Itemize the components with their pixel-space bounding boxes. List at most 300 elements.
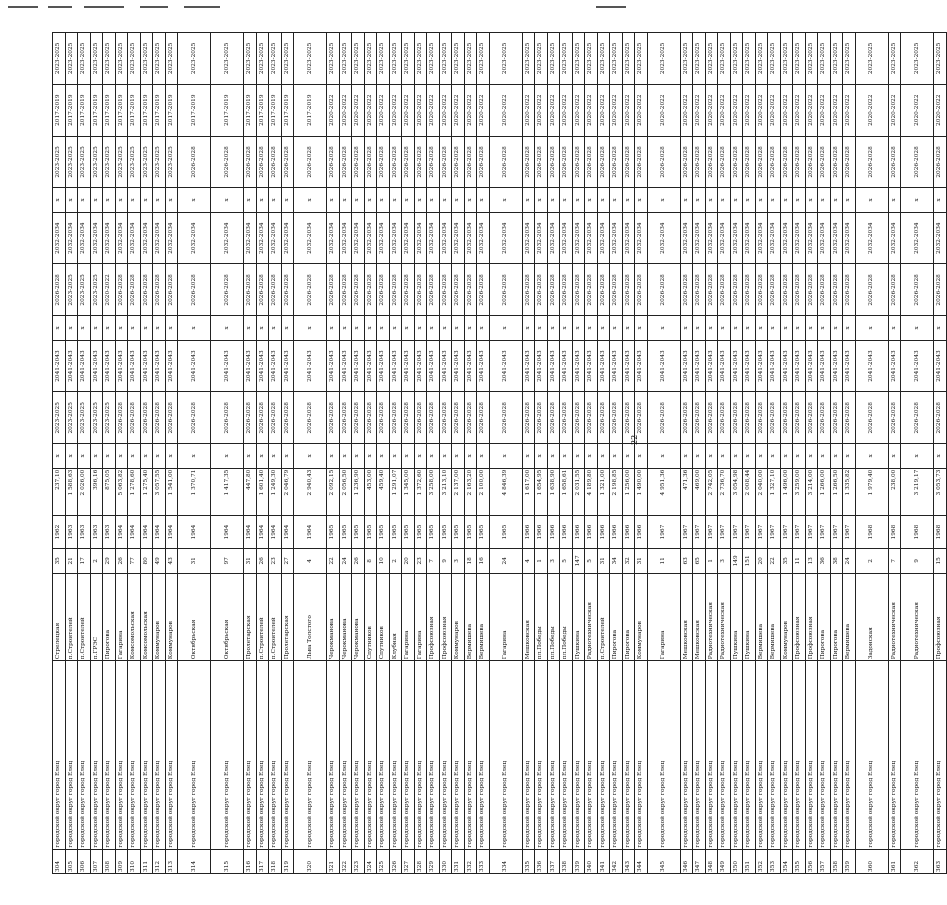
cell-a: 10 — [377, 549, 390, 573]
housing-table — [52, 32, 947, 874]
cell-p6: 2020-2022 — [888, 84, 901, 136]
cell-c: х — [115, 316, 128, 340]
cell-area: 2 137,00 — [452, 468, 465, 515]
cell-year: 1967 — [718, 516, 731, 549]
cell-p4: 2032-2034 — [140, 212, 153, 264]
cell-loc: Пролетарская — [244, 573, 257, 661]
cell-p1: 2026-2028 — [427, 392, 440, 444]
cell-name: городской округ город Елец — [165, 661, 178, 849]
table-row — [281, 33, 294, 874]
cell-p4: 2032-2034 — [256, 212, 269, 264]
cell-c: х — [622, 188, 635, 212]
cell-loc: Вермишева — [843, 573, 856, 661]
cell-area: 2 092,15 — [327, 468, 340, 515]
cell-p7: 2023-2025 — [211, 33, 244, 85]
cell-area: 447,80 — [244, 468, 257, 515]
cell-no: 323 — [352, 849, 365, 873]
cell-c: х — [389, 188, 402, 212]
cell-area: 396,16 — [90, 468, 103, 515]
table-row — [427, 33, 440, 874]
cell-loc: Черокманова — [352, 573, 365, 661]
cell-name: городской округ город Елец — [178, 661, 211, 849]
cell-no: 344 — [635, 849, 648, 873]
cell-p6: 2017-2019 — [178, 84, 211, 136]
cell-name: городской округ город Елец — [256, 661, 269, 849]
table-row — [743, 33, 756, 874]
cell-p4: 2032-2034 — [755, 212, 768, 264]
cell-p2: 2041-2043 — [244, 340, 257, 392]
cell-p3: 2026-2028 — [427, 264, 440, 316]
cell-p1: 2026-2028 — [414, 392, 427, 444]
cell-p6: 2020-2022 — [389, 84, 402, 136]
cell-c: х — [755, 188, 768, 212]
cell-area: 2 198,85 — [610, 468, 623, 515]
cell-p3: 2026-2028 — [705, 264, 718, 316]
cell-loc: Профсоюзная — [793, 573, 806, 661]
table-row — [888, 33, 901, 874]
cell-c: х — [53, 188, 66, 212]
table-row — [855, 33, 888, 874]
cell-c: х — [128, 188, 141, 212]
cell-p7: 2023-2025 — [153, 33, 166, 85]
cell-p5: 2026-2028 — [780, 136, 793, 188]
cell-no: 338 — [560, 849, 573, 873]
cell-p5: 2026-2028 — [402, 136, 415, 188]
cell-loc: Пирогова — [622, 573, 635, 661]
table-row — [452, 33, 465, 874]
cell-p6: 2020-2022 — [635, 84, 648, 136]
table-row — [256, 33, 269, 874]
cell-c: х — [477, 188, 490, 212]
cell-area: 1 496,00 — [780, 468, 793, 515]
cell-p5: 2026-2028 — [705, 136, 718, 188]
cell-year: 1967 — [705, 516, 718, 549]
cell-loc: Мешковская — [693, 573, 706, 661]
cell-c: х — [780, 444, 793, 468]
cell-name: городской округ город Елец — [402, 661, 415, 849]
cell-loc: Задонская — [855, 573, 888, 661]
cell-c: х — [843, 188, 856, 212]
cell-p7: 2023-2025 — [768, 33, 781, 85]
cell-area: 1 372,60 — [414, 468, 427, 515]
page-number: 22 — [630, 434, 639, 445]
cell-p3: 2026-2028 — [256, 264, 269, 316]
cell-loc: Октябрьская — [211, 573, 244, 661]
table-row — [934, 33, 947, 874]
cell-p2: 2041-2043 — [535, 340, 548, 392]
cell-c: х — [768, 316, 781, 340]
cell-name: городской округ город Елец — [743, 661, 756, 849]
cell-area: 1 658,61 — [560, 468, 573, 515]
cell-no: 347 — [693, 849, 706, 873]
cell-p7: 2023-2025 — [535, 33, 548, 85]
cell-area: 3 054,98 — [730, 468, 743, 515]
cell-a: 3 — [718, 549, 731, 573]
cell-p5: 2026-2028 — [635, 136, 648, 188]
cell-p6: 2020-2022 — [610, 84, 623, 136]
cell-p4: 2032-2034 — [439, 212, 452, 264]
cell-p5: 2026-2028 — [693, 136, 706, 188]
cell-year: 1967 — [693, 516, 706, 549]
cell-p7: 2023-2025 — [339, 33, 352, 85]
cell-p1: 2026-2028 — [389, 392, 402, 444]
cell-area: 1 327,10 — [768, 468, 781, 515]
cell-c: х — [327, 316, 340, 340]
cell-p6: 2017-2019 — [140, 84, 153, 136]
cell-p3: 2026-2028 — [693, 264, 706, 316]
cell-p1: 2026-2028 — [597, 392, 610, 444]
cell-p3: 2026-2028 — [560, 264, 573, 316]
cell-p1: 2026-2028 — [352, 392, 365, 444]
cell-c: х — [377, 316, 390, 340]
cell-p6: 2020-2022 — [855, 84, 888, 136]
cell-p6: 2020-2022 — [585, 84, 598, 136]
cell-no: 322 — [339, 849, 352, 873]
cell-c: х — [364, 316, 377, 340]
cell-p2: 2041-2043 — [780, 340, 793, 392]
cell-year: 1965 — [414, 516, 427, 549]
cell-p4: 2032-2034 — [705, 212, 718, 264]
cell-p6: 2020-2022 — [680, 84, 693, 136]
cell-loc: Октябрьская — [178, 573, 211, 661]
cell-p3: 2026-2028 — [128, 264, 141, 316]
cell-name: городской округ город Елец — [597, 661, 610, 849]
cell-p3: 2026-2028 — [755, 264, 768, 316]
cell-p1: 2026-2028 — [755, 392, 768, 444]
table-row — [339, 33, 352, 874]
cell-name: городской округ город Елец — [489, 661, 522, 849]
cell-p5: 2026-2028 — [718, 136, 731, 188]
cell-p6: 2020-2022 — [377, 84, 390, 136]
table-row — [522, 33, 535, 874]
cell-p7: 2023-2025 — [452, 33, 465, 85]
cell-p7: 2023-2025 — [622, 33, 635, 85]
cell-c: х — [888, 188, 901, 212]
table-row — [793, 33, 806, 874]
cell-p6: 2020-2022 — [693, 84, 706, 136]
cell-c: х — [855, 444, 888, 468]
cell-p4: 2032-2034 — [680, 212, 693, 264]
cell-area: 5 063,82 — [115, 468, 128, 515]
cell-p4: 2032-2034 — [178, 212, 211, 264]
cell-p1: 2026-2028 — [377, 392, 390, 444]
cell-area: 4 189,80 — [585, 468, 598, 515]
cell-no: 341 — [597, 849, 610, 873]
cell-no: 357 — [818, 849, 831, 873]
cell-c: х — [427, 444, 440, 468]
cell-area: 3 214,00 — [805, 468, 818, 515]
cell-p3: 2026-2028 — [140, 264, 153, 316]
cell-p6: 2020-2022 — [452, 84, 465, 136]
cell-name: городской округ город Елец — [153, 661, 166, 849]
cell-area: 1 275,40 — [140, 468, 153, 515]
cell-c: х — [165, 188, 178, 212]
cell-no: 320 — [294, 849, 327, 873]
cell-area: 4 951,36 — [647, 468, 680, 515]
cell-area: 1 345,00 — [402, 468, 415, 515]
cell-no: 308 — [103, 849, 116, 873]
cell-c: х — [294, 188, 327, 212]
cell-no: 307 — [90, 849, 103, 873]
cell-p2: 2041-2043 — [78, 340, 91, 392]
cell-p2: 2041-2043 — [281, 340, 294, 392]
table-row — [53, 33, 66, 874]
cell-name: городской округ город Елец — [585, 661, 598, 849]
cell-c: х — [635, 316, 648, 340]
cell-p7: 2023-2025 — [818, 33, 831, 85]
cell-p1: 2026-2028 — [140, 392, 153, 444]
cell-c: х — [743, 316, 756, 340]
cell-c: х — [364, 188, 377, 212]
cell-c: х — [65, 316, 78, 340]
cell-area: 1 266,00 — [818, 468, 831, 515]
cell-c: х — [680, 188, 693, 212]
cell-p3: 2026-2028 — [153, 264, 166, 316]
cell-c: х — [414, 188, 427, 212]
cell-p3: 2026-2028 — [211, 264, 244, 316]
cell-no: 309 — [115, 849, 128, 873]
cell-year: 1965 — [439, 516, 452, 549]
cell-a: 32 — [622, 549, 635, 573]
cell-p5: 2026-2028 — [256, 136, 269, 188]
cell-p2: 2041-2043 — [377, 340, 390, 392]
cell-no: 311 — [140, 849, 153, 873]
cell-c: х — [780, 188, 793, 212]
cell-area: 3 259,00 — [793, 468, 806, 515]
cell-loc: Профсоюзная — [805, 573, 818, 661]
cell-no: 312 — [153, 849, 166, 873]
cell-area: 1 266,50 — [830, 468, 843, 515]
cell-p6: 2017-2019 — [294, 84, 327, 136]
cell-year: 1968 — [901, 516, 934, 549]
table-row — [439, 33, 452, 874]
cell-p2: 2041-2043 — [934, 340, 947, 392]
cell-name: городской округ город Елец — [818, 661, 831, 849]
cell-name: городской округ город Елец — [793, 661, 806, 849]
cell-name: городской округ город Елец — [560, 661, 573, 849]
cell-p2: 2041-2043 — [597, 340, 610, 392]
cell-c: х — [377, 188, 390, 212]
cell-year: 1964 — [153, 516, 166, 549]
cell-c: х — [477, 444, 490, 468]
cell-p6: 2020-2022 — [755, 84, 768, 136]
cell-p1: 2026-2028 — [364, 392, 377, 444]
cell-p5: 2026-2028 — [680, 136, 693, 188]
table-row — [140, 33, 153, 874]
cell-p5: 2026-2028 — [855, 136, 888, 188]
cell-p3: 2026-2028 — [768, 264, 781, 316]
cell-c: х — [901, 444, 934, 468]
cell-p2: 2041-2043 — [439, 340, 452, 392]
cell-c: х — [705, 188, 718, 212]
cell-a: 11 — [647, 549, 680, 573]
cell-name: городской округ город Елец — [414, 661, 427, 849]
cell-p2: 2041-2043 — [647, 340, 680, 392]
cell-c: х — [547, 444, 560, 468]
cell-p3: 2026-2028 — [389, 264, 402, 316]
cell-p4: 2032-2034 — [830, 212, 843, 264]
cell-year: 1965 — [389, 516, 402, 549]
cell-year: 1967 — [805, 516, 818, 549]
cell-area: 3 219,17 — [901, 468, 934, 515]
cell-year: 1966 — [597, 516, 610, 549]
cell-p5: 2026-2028 — [464, 136, 477, 188]
cell-year: 1967 — [830, 516, 843, 549]
cell-p5: 2026-2028 — [647, 136, 680, 188]
cell-p5: 2026-2028 — [730, 136, 743, 188]
cell-p5: 2026-2028 — [414, 136, 427, 188]
cell-p4: 2032-2034 — [352, 212, 365, 264]
cell-loc: Пирогова — [610, 573, 623, 661]
cell-no: 337 — [547, 849, 560, 873]
cell-no: 315 — [211, 849, 244, 873]
cell-a: 63 — [680, 549, 693, 573]
cell-p2: 2041-2043 — [115, 340, 128, 392]
cell-year: 1967 — [730, 516, 743, 549]
table-row — [377, 33, 390, 874]
cell-p6: 2017-2019 — [128, 84, 141, 136]
cell-p5: 2026-2028 — [489, 136, 522, 188]
cell-p2: 2041-2043 — [830, 340, 843, 392]
cell-a: 147 — [572, 549, 585, 573]
cell-p4: 2032-2034 — [294, 212, 327, 264]
cell-c: х — [755, 444, 768, 468]
cell-loc: Гагарина — [115, 573, 128, 661]
cell-area: 3 213,10 — [439, 468, 452, 515]
cell-p2: 2041-2043 — [352, 340, 365, 392]
cell-a: 4 — [294, 549, 327, 573]
table-row — [364, 33, 377, 874]
cell-a: 9 — [901, 549, 934, 573]
cell-a: 4 — [522, 549, 535, 573]
cell-p3: 2026-2028 — [572, 264, 585, 316]
cell-a: 149 — [730, 549, 743, 573]
cell-p5: 2026-2028 — [805, 136, 818, 188]
cell-p5: 2026-2028 — [901, 136, 934, 188]
cell-p2: 2041-2043 — [402, 340, 415, 392]
cell-p3: 2026-2028 — [805, 264, 818, 316]
table-row — [464, 33, 477, 874]
cell-p4: 2032-2034 — [339, 212, 352, 264]
cell-p5: 2026-2028 — [572, 136, 585, 188]
housing-table-rotated — [52, 32, 943, 874]
cell-no: 345 — [647, 849, 680, 873]
cell-p2: 2041-2043 — [153, 340, 166, 392]
cell-c: х — [165, 444, 178, 468]
cell-a: 16 — [477, 549, 490, 573]
cell-p7: 2023-2025 — [489, 33, 522, 85]
cell-p5: 2026-2028 — [830, 136, 843, 188]
cell-area: 1 335,82 — [843, 468, 856, 515]
table-row — [755, 33, 768, 874]
cell-p1: 2026-2028 — [622, 392, 635, 444]
cell-p2: 2041-2043 — [680, 340, 693, 392]
cell-name: городской округ город Елец — [140, 661, 153, 849]
cell-loc: п.ГРЭС — [90, 573, 103, 661]
cell-p1: 2026-2028 — [178, 392, 211, 444]
cell-c: х — [489, 316, 522, 340]
cell-p1: 2026-2028 — [402, 392, 415, 444]
cell-p2: 2041-2043 — [793, 340, 806, 392]
cell-year: 1965 — [364, 516, 377, 549]
cell-p1: 2026-2028 — [269, 392, 282, 444]
cell-year: 1963 — [65, 516, 78, 549]
cell-p4: 2032-2034 — [597, 212, 610, 264]
cell-p7: 2023-2025 — [389, 33, 402, 85]
cell-p1: 2026-2028 — [901, 392, 934, 444]
cell-p3: 2023-2025 — [65, 264, 78, 316]
cell-p2: 2041-2043 — [90, 340, 103, 392]
cell-a: 31 — [635, 549, 648, 573]
cell-no: 319 — [281, 849, 294, 873]
cell-year: 1967 — [793, 516, 806, 549]
cell-area: 2 163,20 — [464, 468, 477, 515]
cell-p7: 2023-2025 — [560, 33, 573, 85]
cell-name: городской округ город Елец — [477, 661, 490, 849]
cell-c: х — [140, 316, 153, 340]
cell-name: городской округ город Елец — [352, 661, 365, 849]
cell-p5: 2026-2028 — [888, 136, 901, 188]
cell-p2: 2041-2043 — [256, 340, 269, 392]
cell-p4: 2032-2034 — [115, 212, 128, 264]
cell-a: 65 — [693, 549, 706, 573]
cell-loc: Пирогова — [830, 573, 843, 661]
cell-p7: 2023-2025 — [547, 33, 560, 85]
cell-name: городской округ город Елец — [647, 661, 680, 849]
cell-year: 1964 — [165, 516, 178, 549]
cell-year: 1966 — [585, 516, 598, 549]
cell-c: х — [103, 188, 116, 212]
cell-p5: 2026-2028 — [377, 136, 390, 188]
cell-p7: 2023-2025 — [464, 33, 477, 85]
cell-p7: 2023-2025 — [90, 33, 103, 85]
cell-p5: 2026-2028 — [439, 136, 452, 188]
cell-no: 360 — [855, 849, 888, 873]
cell-no: 340 — [585, 849, 598, 873]
cell-area: 1 278,60 — [128, 468, 141, 515]
cell-p6: 2017-2019 — [78, 84, 91, 136]
cell-c: х — [610, 188, 623, 212]
cell-p6: 2020-2022 — [705, 84, 718, 136]
cell-p4: 2032-2034 — [452, 212, 465, 264]
cell-p1: 2026-2028 — [693, 392, 706, 444]
cell-c: х — [211, 188, 244, 212]
cell-p7: 2023-2025 — [522, 33, 535, 85]
cell-name: городской округ город Елец — [780, 661, 793, 849]
cell-area: 2 100,00 — [477, 468, 490, 515]
cell-a: 34 — [610, 549, 623, 573]
cell-p5: 2026-2028 — [294, 136, 327, 188]
cell-year: 1965 — [377, 516, 390, 549]
cell-p6: 2020-2022 — [780, 84, 793, 136]
cell-p3: 2026-2028 — [934, 264, 947, 316]
cell-p2: 2041-2043 — [452, 340, 465, 392]
cell-c: х — [402, 444, 415, 468]
cell-p3: 2026-2028 — [327, 264, 340, 316]
cell-loc: Радиотехническая — [888, 573, 901, 661]
table-row — [352, 33, 365, 874]
cell-p6: 2020-2022 — [743, 84, 756, 136]
cell-no: 356 — [805, 849, 818, 873]
cell-year: 1964 — [140, 516, 153, 549]
cell-area: 2 008,44 — [743, 468, 756, 515]
table-row — [294, 33, 327, 874]
cell-p7: 2023-2025 — [597, 33, 610, 85]
cell-c: х — [439, 316, 452, 340]
cell-p1: 2026-2028 — [647, 392, 680, 444]
cell-p2: 2041-2043 — [730, 340, 743, 392]
cell-p4: 2032-2034 — [65, 212, 78, 264]
